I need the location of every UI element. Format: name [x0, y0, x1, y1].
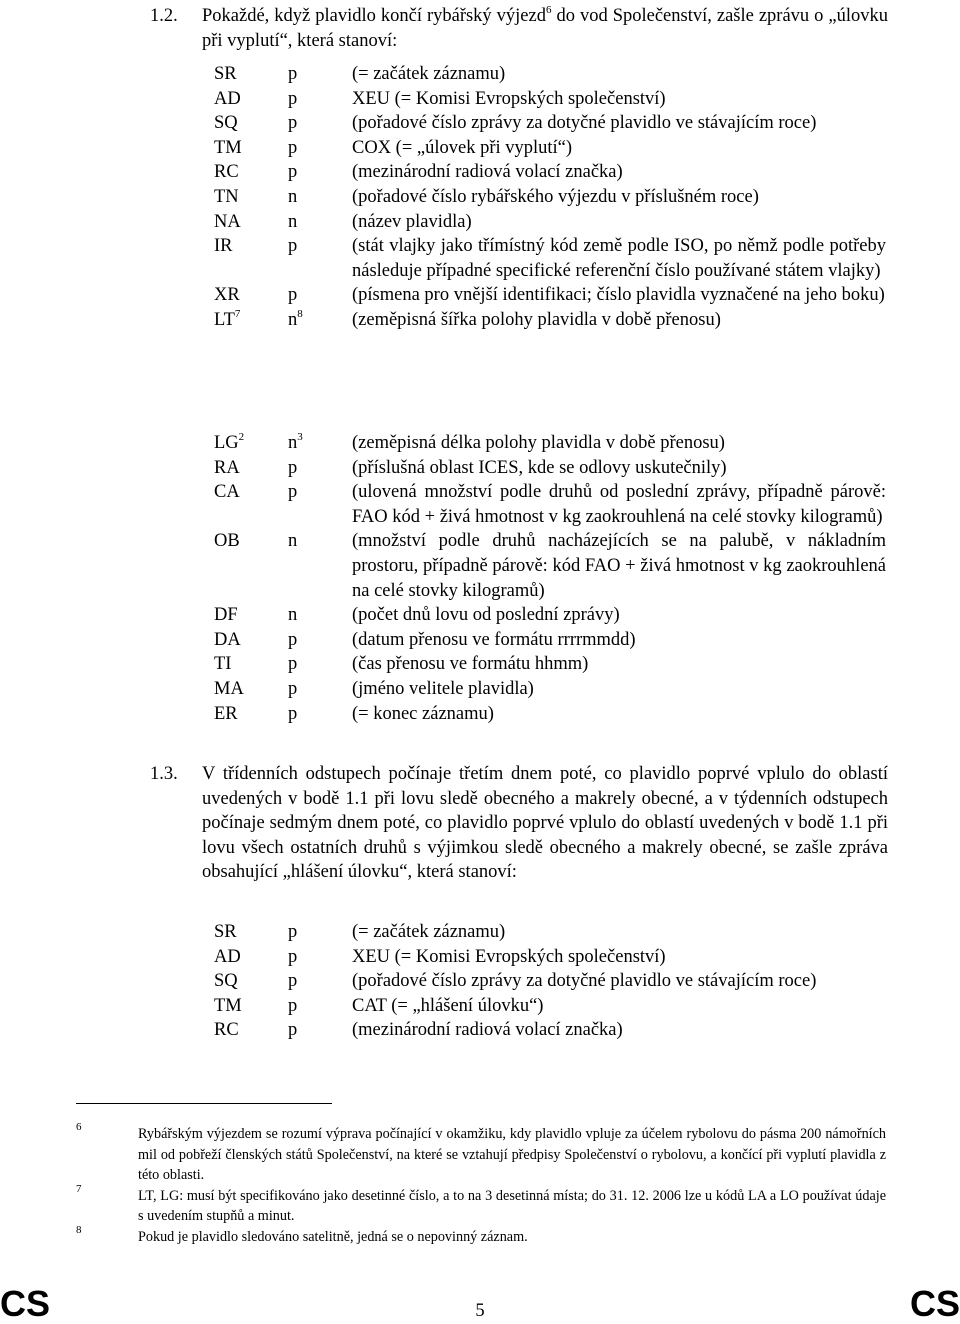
section-number: 1.2. [150, 6, 178, 26]
code-flag: p [288, 162, 298, 183]
code-description: (= začátek záznamu) [352, 64, 506, 84]
code-flag: n [288, 605, 298, 626]
code-row [214, 994, 886, 1019]
code-row [214, 480, 886, 529]
code-row [214, 87, 886, 112]
code-flag: n [288, 211, 298, 232]
language-mark-right: CS [909, 1283, 960, 1324]
code-description: (čas přenosu ve formátu hhmm) [352, 654, 589, 675]
code-flag: p [288, 995, 298, 1016]
code-label: RA [214, 457, 240, 478]
code-row [214, 136, 886, 161]
code-description: (mezinárodní radiová volací značka) [352, 162, 623, 183]
code-flag: p [288, 457, 298, 478]
footnote-ref[interactable]: 7 [234, 307, 241, 320]
code-label: SR [214, 64, 237, 84]
code-description: (= začátek záznamu) [352, 922, 506, 942]
code-row [214, 62, 886, 87]
code-description: (jméno velitele plavidla) [352, 678, 534, 699]
code-label: RC [214, 1020, 239, 1041]
code-flag: p [288, 971, 298, 992]
footnote-ref-6[interactable]: 6 [545, 4, 552, 16]
code-label: $LG^2$ [214, 431, 245, 453]
code-label: SQ [214, 971, 238, 992]
section-text: Pokaždé, když plavidlo končí rybářský výjezd$^6$ do vod Společenství, zašle zprávu o „úlovku při vyplutí“, která stanoví: [202, 4, 888, 51]
code-flag: p [288, 654, 298, 675]
code-row [214, 628, 886, 653]
code-description: (stát vlajky jako třímístný kód země podle ISO, po němž podle potřeby následuje případné specifické referenční číslo používané státem vlajky) [352, 236, 886, 281]
code-row [214, 234, 886, 283]
section-1-2 [150, 4, 888, 53]
code-flag: p [288, 1020, 298, 1041]
code-row [214, 111, 886, 136]
footnote-text: LT, LG: musí být specifikováno jako desetinné číslo, a to na 3 desetinná místa; do 31. 12. 2006 lze u kódů LA a LO používat údaje s uvedením stupňů a minut. [138, 1187, 886, 1225]
code-flag: p [288, 64, 298, 84]
code-row [214, 431, 886, 456]
code-row [214, 210, 886, 235]
footnote-number: 6 [76, 1121, 82, 1133]
footnote-7 [76, 1182, 886, 1227]
code-description: (zeměpisná šířka polohy plavidla v době přenosu) [352, 309, 721, 330]
code-flag: p [288, 703, 298, 724]
section-1-3 [150, 762, 888, 885]
code-description: (množství podle druhů nacházejících se na palubě, v nákladním prostoru, případně párově: kód FAO + živá hmotnost v kg zaokrouhlená na celé stovky kilogramů) [352, 531, 886, 601]
code-row [214, 702, 886, 727]
code-label: XR [214, 285, 240, 306]
code-row [214, 185, 886, 210]
code-row [214, 529, 886, 603]
code-label: SR [214, 922, 237, 942]
code-row [214, 920, 886, 945]
code-flag: $n^8$ [288, 307, 303, 330]
section-number: 1.3. [150, 764, 178, 784]
code-label: RC [214, 162, 239, 183]
footnote-8 [76, 1223, 886, 1248]
code-label: $LT^7$ [214, 307, 241, 330]
code-label: CA [214, 482, 240, 503]
code-label: TM [214, 995, 242, 1016]
code-row [214, 652, 886, 677]
footnote-ref[interactable]: 8 [297, 307, 303, 320]
code-description: (pořadové číslo rybářského výjezdu v příslušném roce) [352, 186, 759, 207]
footnote-6 [76, 1121, 886, 1186]
code-flag: n [288, 186, 298, 207]
code-label: TN [214, 186, 239, 207]
code-flag: p [288, 629, 298, 650]
section-text: V třídenních odstupech počínaje třetím dnem poté, co plavidlo poprvé vplulo do oblastí uvedených v bodě 1.1 při lovu sledě obecného a makrely obecné, a v týdenních odstupech počínaje sedmým dnem poté, co plavidlo poprvé vplulo do oblastí uvedených v bodě 1.1 při lovu všech ostatních druhů s výjimkou sledě obecného a makrely obecné, se zašle zpráva obsahující „hlášení úlovku“, která stanoví: [202, 764, 888, 883]
code-flag: $n^3$ [288, 431, 303, 453]
code-list-catch-report [214, 920, 886, 1043]
code-row [214, 603, 886, 628]
code-row [214, 677, 886, 702]
code-label: AD [214, 88, 241, 109]
code-row [214, 969, 886, 994]
code-row [214, 308, 886, 333]
code-row [214, 1018, 886, 1043]
code-description: (= konec záznamu) [352, 703, 494, 724]
code-label: IR [214, 236, 233, 257]
language-mark-left: CS [0, 1283, 51, 1324]
footnote-text: Rybářským výjezdem se rozumí výprava počínající v okamžiku, kdy plavidlo vpluje za účelem rybolovu do pásma 200 námořních mil od pobřeží členských států Společenství, na které se vztahují předpisy Společenství o rybolovu, a končící při vyplutí plavidla z této oblasti. [138, 1126, 886, 1184]
code-flag: p [288, 88, 298, 109]
code-description: (pořadové číslo zprávy za dotyčné plavidlo ve stávajícím roce) [352, 113, 817, 134]
code-label: ER [214, 703, 238, 724]
code-flag: p [288, 236, 298, 257]
code-description: (zeměpisná délka polohy plavidla v době přenosu) [352, 433, 725, 453]
page-number: 5 [475, 1301, 485, 1321]
code-flag: p [288, 113, 298, 134]
code-description: (počet dnů lovu od poslední zprávy) [352, 605, 620, 626]
footnote-number: 7 [76, 1182, 82, 1195]
footnote-separator [76, 1103, 332, 1104]
code-label: AD [214, 946, 241, 967]
code-label: NA [214, 211, 241, 232]
code-flag: n [288, 531, 298, 552]
code-label: DF [214, 605, 238, 626]
code-description: (písmena pro vnější identifikaci; číslo plavidla vyznačené na jeho boku) [352, 285, 885, 306]
code-flag: p [288, 922, 298, 942]
code-row [214, 456, 886, 481]
code-label: DA [214, 629, 241, 650]
code-flag: p [288, 678, 298, 699]
code-label: TM [214, 137, 242, 158]
code-row [214, 945, 886, 970]
code-description: COX (= „úlovek při vyplutí“) [352, 137, 573, 158]
code-flag: p [288, 285, 298, 306]
footnote-ref[interactable]: 2 [238, 431, 245, 443]
code-description: (pořadové číslo zprávy za dotyčné plavidlo ve stávajícím roce) [352, 971, 817, 992]
code-list-departure-continued [214, 431, 886, 726]
code-flag: p [288, 482, 298, 503]
code-description: CAT (= „hlášení úlovku“) [352, 995, 544, 1016]
code-flag: p [288, 946, 298, 967]
code-description: (ulovená množství podle druhů od poslední zprávy, případně párově: FAO kód + živá hmotnost v kg zaokrouhlená na celé stovky kilogramů) [352, 482, 886, 527]
footnote-number: 8 [76, 1223, 82, 1236]
code-row [214, 160, 886, 185]
footnotes [76, 1121, 886, 1248]
code-description: XEU (= Komisi Evropských společenství) [352, 88, 666, 109]
code-flag: p [288, 137, 298, 158]
code-label: MA [214, 678, 244, 699]
code-label: SQ [214, 113, 238, 134]
footnote-ref[interactable]: 3 [297, 431, 303, 443]
code-list-departure [214, 62, 886, 333]
code-row [214, 283, 886, 308]
code-description: (příslušná oblast ICES, kde se odlovy uskutečnily) [352, 457, 727, 478]
footnote-text: Pokud je plavidlo sledováno satelitně, jedná se o nepovinný záznam. [138, 1228, 528, 1245]
code-label: OB [214, 531, 240, 552]
code-description: (mezinárodní radiová volací značka) [352, 1020, 623, 1041]
code-description: XEU (= Komisi Evropských společenství) [352, 946, 666, 967]
code-description: (název plavidla) [352, 211, 472, 232]
code-description: (datum přenosu ve formátu rrrrmmdd) [352, 629, 636, 650]
code-label: TI [214, 654, 232, 675]
